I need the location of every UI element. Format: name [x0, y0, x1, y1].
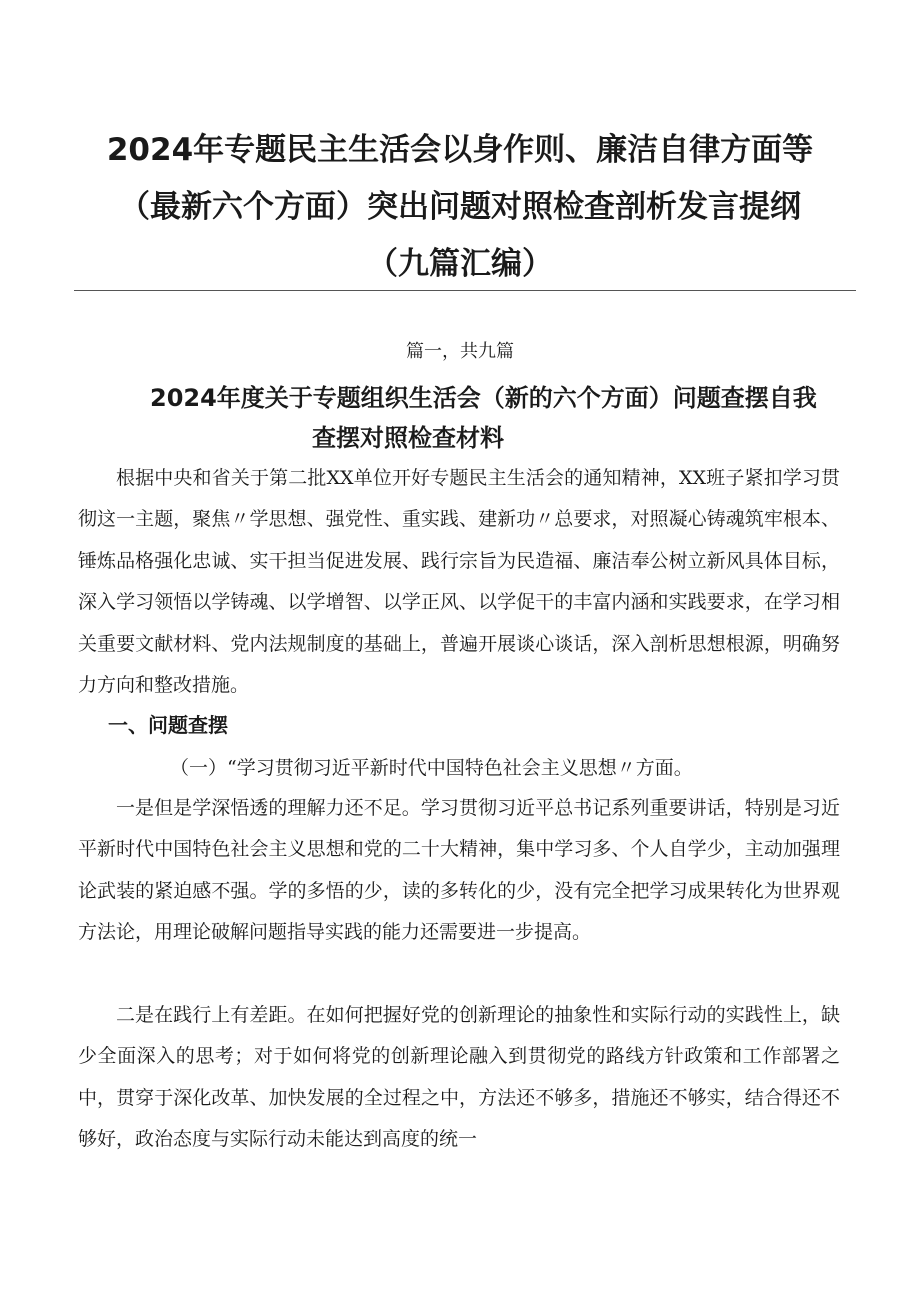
title-line-3: （九篇汇编）	[367, 246, 553, 282]
title-line-2: （最新六个方面）突出问题对照检查剖析发言提纲	[119, 189, 801, 225]
intro-paragraph: 根据中央和省关于第二批XX单位开好专题民主生活会的通知精神，XX班子紧扣学习贯彻这一主题，聚焦〃学思想、强党性、重实践、建新功〃总要求，对照凝心铸魂筑牢根本、锤炼品格强化忠诚、实干担当促进发展、践行宗旨为民造福、廉洁奉公树立新风具体目标，深入学习领悟以学铸魂、以学增智、以学正风、以学促干的丰富内涵和实践要求，在学习相关重要文献材料、党内法规制度的基础上，普遍开展谈心谈话，深入剖析思想根源，明确努力方向和整改措施。	[78, 467, 840, 697]
heading-study-aspect: （一）“学习贯彻习近平新时代中国特色社会主义思想〃方面。	[170, 757, 693, 779]
title-divider	[74, 290, 856, 291]
title-line-1: 2024年专题民主生活会以身作则、廉洁自律方面等	[106, 132, 814, 168]
document-title	[60, 122, 860, 293]
paragraph-point-2: 二是在践行上有差距。在如何把握好党的创新理论的抽象性和实际行动的实践性上，缺少全面深入的思考；对于如何将党的创新理论融入到贯彻党的路线方针政策和工作部署之中，贯穿于深化改革、加快发展的全过程之中，方法还不够多，措施还不够实，结合得还不够好，政治态度与实际行动未能达到高度的统一	[78, 1004, 840, 1151]
subtitle-line-2: 查摆对照检查材料	[312, 424, 504, 452]
heading-problem-review: 一、问题查摆	[108, 713, 228, 737]
paragraph-point-1: 一是但是学深悟透的理解力还不足。学习贯彻习近平总书记系列重要讲话，特别是习近平新时代中国特色社会主义思想和党的二十大精神，集中学习多、个人自学少，主动加强理论武装的紧迫感不强。学的多悟的少，读的多转化的少，没有完全把学习成果转化为世界观方法论，用理论破解问题指导实践的能力还需要进一步提高。	[78, 797, 840, 944]
subtitle-line-1: 2024年度关于专题组织生活会（新的六个方面）问题查摆自我	[150, 384, 817, 412]
section-label: 篇一，共九篇	[406, 341, 514, 362]
article-subtitle	[150, 378, 860, 458]
